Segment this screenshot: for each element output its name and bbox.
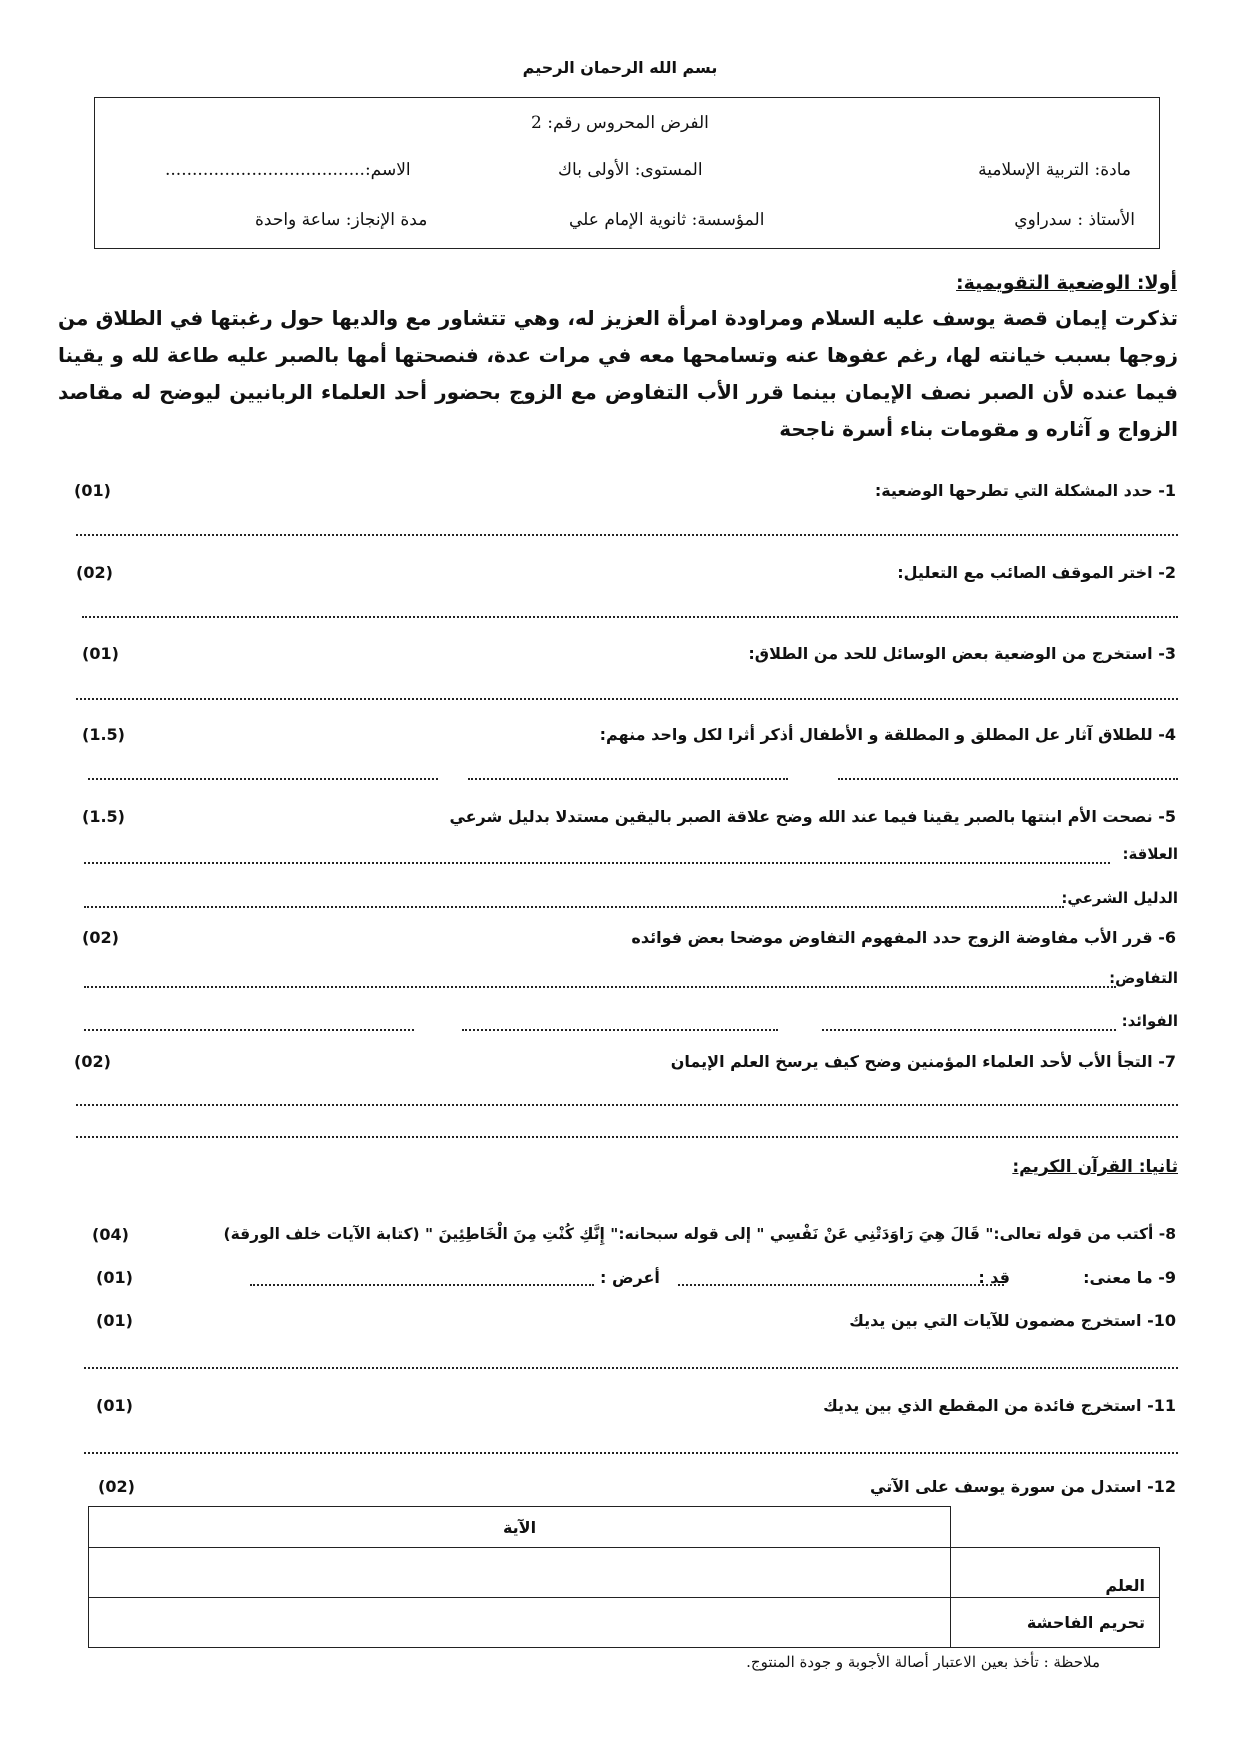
teacher-name: الأستاذ : سدراوي (1014, 210, 1135, 230)
question-12: 12- استدل من سورة يوسف على الآتي (870, 1477, 1176, 1496)
exam-header-box (94, 97, 1160, 249)
question-2-points: (02) (76, 563, 113, 582)
benefits-label: الفوائد: (1121, 1012, 1178, 1030)
answer-line[interactable] (76, 1104, 1178, 1106)
negotiation-label: التفاوض: (1109, 969, 1178, 987)
question-1-points: (01) (74, 481, 111, 500)
evidence-table (88, 1506, 1160, 1648)
answer-line[interactable] (76, 1136, 1178, 1138)
footer-note: ملاحظة : تأخذ بعين الاعتبار أصالة الأجوبة و جودة المنتوج. (746, 1653, 1100, 1671)
answer-line[interactable] (76, 534, 1178, 536)
answer-line[interactable] (678, 1284, 1004, 1286)
question-8: 8- أكتب من قوله تعالى:" قَالَ هِيَ رَاوَدَتْنِي عَنْ نَفْسِي " إلى قوله سبحانه:" إِنَّكِ كُنْتِ مِنَ الْخَاطِئِينَ " (كتابة الآيات خلف الورقة) (223, 1225, 1176, 1243)
question-7-points: (02) (74, 1052, 111, 1071)
section2-title: ثانيا: القرآن الكريم: (1012, 1157, 1178, 1177)
answer-line[interactable] (462, 1029, 778, 1031)
question-10: 10- استخرج مضمون للآيات التي بين يديك (849, 1311, 1176, 1330)
question-4: 4- للطلاق آثار عل المطلق و المطلقة و الأطفال أذكر أثرا لكل واحد منهم: (599, 725, 1176, 744)
answer-line[interactable] (468, 778, 788, 780)
question-3-points: (01) (82, 644, 119, 663)
question-5-points: (1.5) (82, 807, 125, 826)
question-1: 1- حدد المشكلة التي تطرحها الوضعية: (874, 481, 1176, 500)
answer-line[interactable] (84, 1452, 1178, 1454)
table-answer-cell[interactable] (89, 1548, 951, 1598)
question-6-points: (02) (82, 928, 119, 947)
table-corner (951, 1507, 1160, 1548)
exam-title: الفرض المحروس رقم: 2 (531, 113, 709, 133)
answer-line[interactable] (822, 1029, 1116, 1031)
q9-aarid-label: أعرض : (600, 1268, 660, 1287)
question-10-points: (01) (96, 1311, 133, 1330)
question-8-points: (04) (92, 1225, 129, 1244)
question-5: 5- نصحت الأم ابنتها بالصبر يقينا فيما عند الله وضح علاقة الصبر باليقين مستدلا بدليل شرعي (449, 807, 1176, 826)
table-row-label: العلم (951, 1548, 1160, 1598)
section1-title: أولا: الوضعية التقويمية: (956, 272, 1177, 294)
evidence-label: الدليل الشرعي: (1061, 889, 1178, 907)
answer-line[interactable] (84, 862, 1110, 864)
basmala: بسم الله الرحمان الرحيم (522, 58, 718, 77)
answer-line[interactable] (76, 698, 1178, 700)
relation-label: العلاقة: (1122, 845, 1178, 863)
question-9: 9- ما معنى: (1083, 1268, 1176, 1287)
question-7: 7- التجأ الأب لأحد العلماء المؤمنين وضح كيف يرسخ العلم الإيمان (670, 1052, 1176, 1071)
scenario-text: تذكرت إيمان قصة يوسف عليه السلام ومراودة امرأة العزيز له، وهي تتشاور مع والديها حول رغبتها في الطلاق من زوجها بسبب خيانته لها، رغم عفوها عنه وتسامحها معه في مرات عدة، فنصحتها أمها بالصبر عليه طاعة لله و يقينا فيما عنده لأن الصبر نصف الإيمان بينما قرر الأب التفاوض مع الزوج بحضور أحد العلماء الربانيين ليوضح له مقاصد الزواج و آثاره و مقومات بناء أسرة ناجحة (58, 306, 1178, 441)
table-header-verse: الآية (89, 1507, 951, 1548)
question-2: 2- اختر الموقف الصائب مع التعليل: (897, 563, 1176, 582)
answer-line[interactable] (250, 1284, 594, 1286)
student-name-field: الاسم:..................................... (165, 160, 411, 180)
q9-qad-label: قد : (978, 1268, 1010, 1287)
duration: مدة الإنجاز: ساعة واحدة (255, 210, 428, 230)
answer-line[interactable] (82, 616, 1178, 618)
question-11-points: (01) (96, 1396, 133, 1415)
question-9-points: (01) (96, 1268, 133, 1287)
level: المستوى: الأولى باك (558, 160, 703, 180)
question-3: 3- استخرج من الوضعية بعض الوسائل للحد من الطلاق: (748, 644, 1176, 663)
answer-line[interactable] (84, 1029, 414, 1031)
answer-line[interactable] (84, 906, 1064, 908)
answer-line[interactable] (838, 778, 1178, 780)
answer-line[interactable] (84, 1367, 1178, 1369)
question-11: 11- استخرج فائدة من المقطع الذي بين يديك (823, 1396, 1176, 1415)
subject: مادة: التربية الإسلامية (978, 160, 1131, 180)
question-6: 6- قرر الأب مفاوضة الزوج حدد المفهوم التفاوض موضحا بعض فوائده (631, 928, 1176, 947)
question-12-points: (02) (98, 1477, 135, 1496)
table-answer-cell[interactable] (89, 1598, 951, 1648)
answer-line[interactable] (88, 778, 438, 780)
table-row-label: تحريم الفاحشة (951, 1598, 1160, 1648)
question-4-points: (1.5) (82, 725, 125, 744)
answer-line[interactable] (84, 986, 1116, 988)
institution: المؤسسة: ثانوية الإمام علي (569, 210, 765, 230)
